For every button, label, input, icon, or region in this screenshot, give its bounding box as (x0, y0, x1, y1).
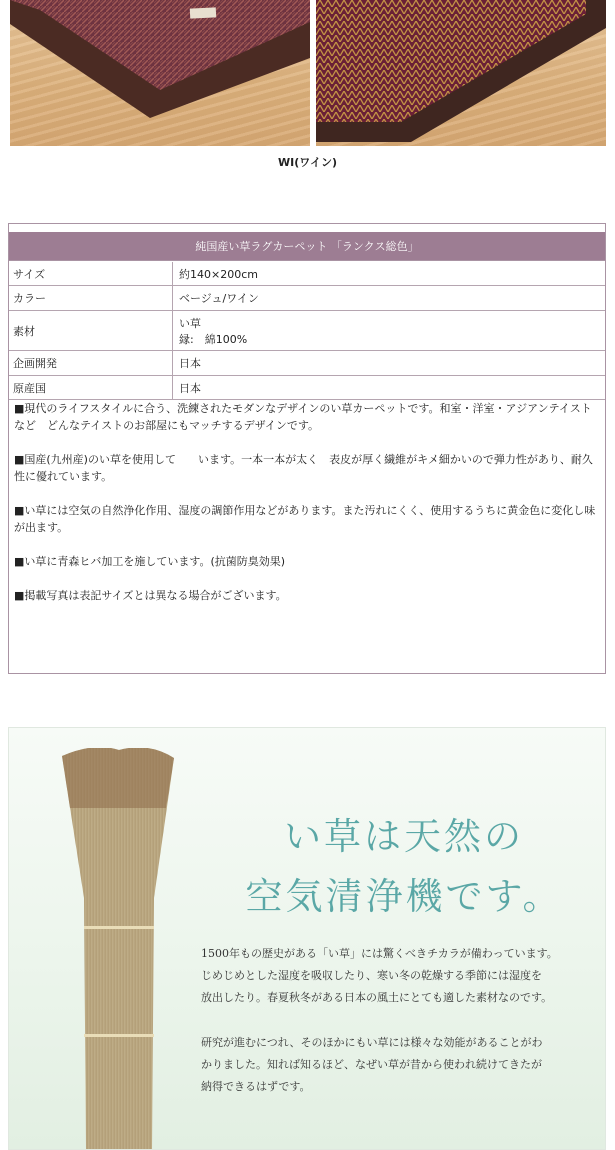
igusa-bundle-image (54, 748, 184, 1150)
spec-key: 企画開発 (13, 357, 57, 370)
spec-row-planning (9, 351, 605, 376)
spec-row-color (9, 286, 605, 311)
spec-value: ベージュ/ワイン (172, 286, 259, 310)
rug-corner-illustration (10, 0, 310, 146)
feature-title-line2: 空気清浄機です。 (245, 875, 563, 918)
spec-notes (14, 400, 607, 621)
spec-key: 素材 (13, 324, 35, 338)
spec-row-material (9, 311, 605, 351)
spec-row-size (9, 262, 605, 286)
text-line: じめじめとした湿度を吸収したり、寒い冬の乾燥する季節には湿度を (201, 969, 542, 982)
feature-title-line1: い草は天然の (284, 815, 524, 858)
rug-photo-closeup (316, 0, 606, 146)
note-item: ■い草には空気の自然浄化作用、湿度の調節作用などがあります。また汚れにくく、使用するうちに黄金色に変化し味 が出ます。 (14, 504, 607, 534)
spec-title: 純国産い草ラグカーペット 「ランクス総色」 (9, 232, 605, 261)
spec-table (8, 223, 606, 674)
text-line: 研究が進むにつれ、そのほかにもい草には様々な効能があることがわ (201, 1036, 543, 1049)
note-item: ■国産(九州産)のい草を使用して います。一本一本が太く 表皮が厚く繊維がキメ細かいので弾力性があり、耐久 性に優れています。 (14, 453, 604, 483)
feature-paragraph-2 (201, 1032, 601, 1098)
note-item: ■掲載写真は表記サイズとは異なる場合がございます。 (14, 589, 287, 602)
text-line: かりました。知れば知るほど、なぜい草が昔から使われ続けてきたが (201, 1058, 542, 1071)
spec-value: い草 縁: 綿100% (172, 311, 247, 350)
note-item: ■い草に青森ヒバ加工を施しています。(抗菌防臭効果) (14, 555, 286, 568)
text-line: 1500年もの歴史がある「い草」には驚くべきチカラが備わっています。 (201, 947, 558, 960)
text-line: 放出したり。春夏秋冬がある日本の風土にとても適した素材なのです。 (201, 991, 553, 1004)
feature-panel (8, 727, 606, 1150)
color-caption: WI(ワイン) (278, 156, 337, 169)
text-line: 納得できるはずです。 (201, 1080, 311, 1093)
note-item: ■現代のライフスタイルに合う、洗練されたモダンなデザインのい草カーペットです。和室・洋室・アジアンテイストなど どんなテイストのお部屋にもマッチするデザインです。 (14, 402, 592, 432)
feature-paragraph-1 (201, 943, 601, 1009)
spec-value: 約140×200cm (172, 262, 258, 285)
rug-photo-corner (10, 0, 310, 146)
spec-value: 日本 (172, 351, 201, 375)
spec-key: カラー (13, 292, 46, 305)
rug-closeup-illustration (316, 0, 606, 146)
spec-key: サイズ (13, 267, 46, 281)
spec-key: 原産国 (13, 381, 46, 395)
spec-value: 日本 (172, 376, 201, 399)
spec-row-origin (9, 376, 605, 400)
